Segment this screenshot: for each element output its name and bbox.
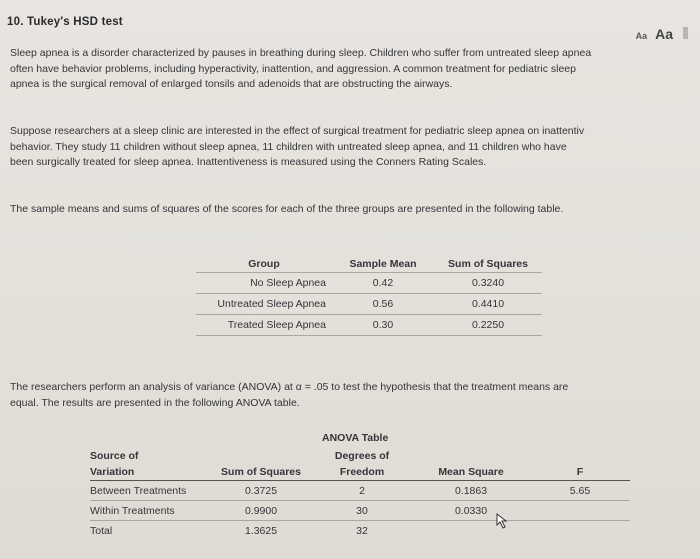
study-paragraph: [10, 124, 700, 171]
col-header-group: Group: [248, 258, 280, 270]
text-line: The sample means and sums of squares of the scores for each of the three groups are presented in the following table.: [10, 203, 564, 215]
table-row: [196, 273, 542, 294]
table-row: [196, 315, 542, 336]
f-value: [530, 501, 630, 521]
table-header-row: [90, 448, 630, 464]
mouse-pointer-icon: [496, 513, 510, 529]
mean-square: 0.1863: [412, 481, 530, 501]
sample-mean: 0.30: [332, 315, 434, 336]
anova-table-title: ANOVA Table: [322, 432, 389, 444]
mean-square: [412, 521, 530, 541]
source-label: Within Treatments: [90, 501, 210, 521]
table-header-row: [90, 464, 630, 481]
degrees-of-freedom: 30: [312, 501, 412, 521]
text-line: Suppose researchers at a sleep clinic are interested in the effect of surgical treatment for pediatric sleep apnea on inattentiv: [10, 125, 585, 137]
sum-of-squares: 1.3625: [210, 521, 312, 541]
col-header-source-line1: Source of: [90, 450, 139, 462]
anova-table: [90, 448, 630, 540]
question-title: 10. Tukey's HSD test: [7, 16, 123, 28]
group-name: Untreated Sleep Apnea: [196, 294, 332, 315]
table-row: [196, 294, 542, 315]
decrease-font-button[interactable]: Aa: [635, 31, 648, 41]
col-header-sum-of-squares: Sum of Squares: [448, 258, 528, 270]
group-name: Treated Sleep Apnea: [196, 315, 332, 336]
mean-square: 0.0330: [412, 501, 530, 521]
font-size-controls: [636, 26, 688, 42]
group-summary-table: [196, 256, 542, 336]
col-header-df-line1: Degrees of: [334, 450, 390, 462]
text-line: often have behavior problems, including hyperactivity, inattention, and aggression. A common treatment for pediatric sleep: [10, 62, 576, 75]
text-line: apnea is the surgical removal of enlarged tonsils and adenoids that are obstructing the airways.: [10, 78, 453, 90]
text-line: equal. The results are presented in the following ANOVA table.: [10, 396, 300, 409]
sum-of-squares: 0.4410: [434, 294, 542, 315]
source-label: Between Treatments: [90, 481, 210, 501]
degrees-of-freedom: 32: [312, 521, 412, 541]
table-row: [90, 501, 630, 521]
sum-of-squares: 0.9900: [210, 501, 312, 521]
text-line: been surgically treated for sleep apnea. Inattentiveness is measured using the Conners Rating Scales.: [10, 156, 487, 168]
col-header-sample-mean: Sample Mean: [349, 258, 417, 270]
sample-mean: 0.56: [332, 294, 434, 315]
text-line: The researchers perform an analysis of variance (ANOVA) at α = .05 to test the hypothesis that the treatment means are: [10, 381, 569, 393]
source-label: Total: [90, 521, 210, 541]
col-header-f: F: [576, 466, 584, 478]
table-row: [90, 521, 630, 541]
sum-of-squares: 0.3240: [434, 273, 542, 294]
degrees-of-freedom: 2: [312, 481, 412, 501]
increase-font-button[interactable]: Aa: [655, 26, 673, 42]
intro-paragraph: [10, 46, 700, 93]
font-slider-thumb-icon[interactable]: [683, 27, 688, 39]
col-header-source-line2: Variation: [90, 466, 135, 478]
sum-of-squares: 0.3725: [210, 481, 312, 501]
col-header-mean-square: Mean Square: [438, 466, 504, 478]
sum-of-squares: 0.2250: [434, 315, 542, 336]
anova-intro-paragraph: [10, 380, 700, 411]
table-intro-paragraph: [10, 202, 700, 218]
group-name: No Sleep Apnea: [196, 273, 332, 294]
table-header-row: [196, 256, 542, 273]
table-row: [90, 481, 630, 501]
f-value: 5.65: [530, 481, 630, 501]
sample-mean: 0.42: [332, 273, 434, 294]
f-value: [530, 521, 630, 541]
col-header-sum-of-squares: Sum of Squares: [221, 466, 301, 478]
col-header-df-line2: Freedom: [339, 466, 385, 478]
text-line: behavior. They study 11 children without sleep apnea, 11 children with untreated sleep apnea, and 11 children who have: [10, 140, 567, 153]
text-line: Sleep apnea is a disorder characterized by pauses in breathing during sleep. Children who suffer from untreated sleep apnea: [10, 47, 592, 59]
